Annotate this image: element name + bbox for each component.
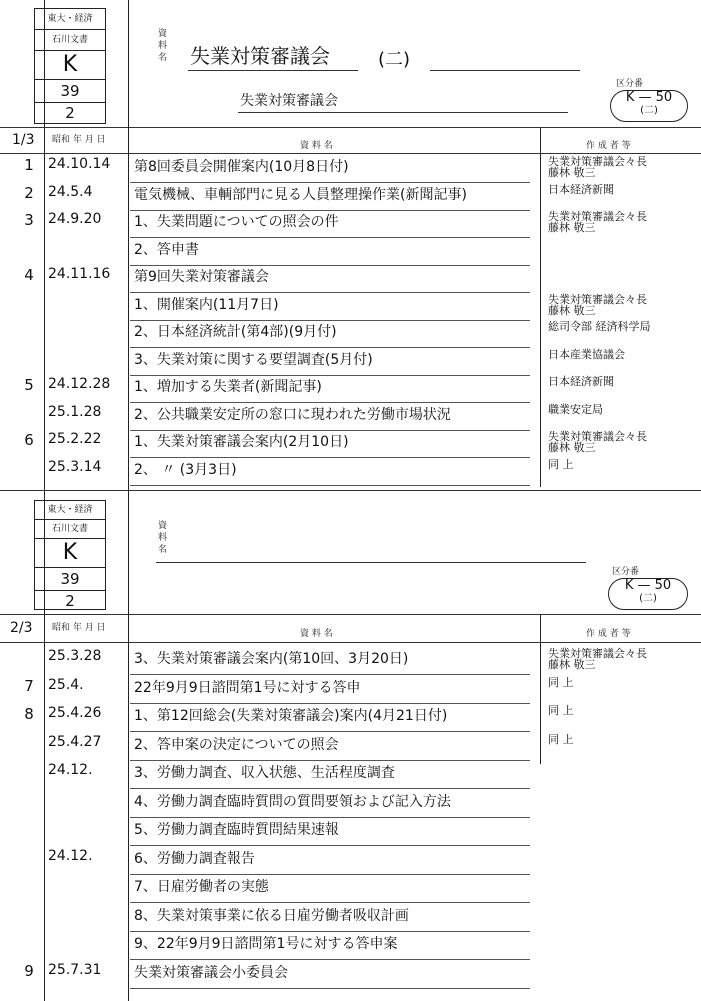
- row-title: 3、失業対策に関する要望調査(5月付): [134, 351, 373, 368]
- table-row: [0, 762, 701, 786]
- row-underline: [130, 959, 530, 960]
- table-row: [0, 211, 701, 235]
- col-header-author-2: 作 成 者 等: [586, 629, 631, 639]
- table-row: [0, 819, 701, 843]
- col-header-author: 作 成 者 等: [586, 141, 631, 151]
- row-title: 第9回失業対策審議会: [134, 269, 269, 285]
- row-underline: [130, 703, 530, 704]
- stamp-line-file: 2: [65, 592, 75, 610]
- row-underline: [130, 902, 530, 903]
- classification-code-sub: (二): [640, 105, 658, 116]
- classification-code-main: K — 50: [624, 578, 672, 593]
- row-author: 日本経済新聞: [548, 375, 614, 388]
- table-row: [0, 705, 701, 729]
- row-date: 24.9.20: [48, 211, 102, 227]
- row-title: 2、公共職業安定所の窓口に現われた労働市場状況: [134, 406, 451, 423]
- table-row: [0, 848, 701, 872]
- table-header-line: [0, 153, 701, 154]
- row-title: 電気機械、車輌部門に見る人員整理操作業(新聞記事): [134, 186, 467, 203]
- row-author: 同 上: [548, 732, 574, 746]
- table-row: [0, 734, 701, 758]
- row-date: 24.12.: [48, 847, 93, 864]
- row-author: 失業対策審議会々長 藤林 敬三: [548, 155, 647, 179]
- classification-code-2: [608, 578, 688, 610]
- title-underline: [188, 70, 358, 71]
- table-row: [0, 876, 701, 900]
- row-date: 25.7.31: [48, 961, 102, 978]
- page-divider: [0, 490, 701, 491]
- shiryo-mei-label-2: 資料名: [158, 521, 168, 555]
- table-row: [0, 933, 701, 957]
- row-title: 22年9月9日諮問第1号に対する答申: [134, 679, 361, 696]
- row-author: 総司令部 経済科学局: [548, 320, 651, 333]
- rule-author: [540, 127, 541, 487]
- col-header-date: 昭和 年 月 日: [52, 135, 106, 145]
- stamp-line-collection: 石川文書: [35, 30, 105, 51]
- row-underline: [130, 988, 530, 989]
- table-row: [0, 321, 701, 345]
- row-underline: [130, 674, 530, 675]
- row-title: 3、労働力調査、収入状態、生活程度調査: [134, 765, 395, 781]
- table-row: [0, 791, 701, 815]
- table-row: [0, 677, 701, 701]
- stamp-line-file: 2: [65, 104, 75, 122]
- row-title: 9、22年9月9日諮問第1号に対する答申案: [134, 936, 398, 952]
- table-row: [0, 349, 701, 373]
- rule-left: [44, 0, 45, 1001]
- table-row: [0, 294, 701, 318]
- row-author: 同 上: [548, 457, 574, 471]
- row-author: 失業対策審議会々長 藤林 敬三: [548, 292, 647, 317]
- row-date: 25.4.: [48, 676, 84, 693]
- stamp-line-series: K: [35, 51, 105, 80]
- row-date: 25.4.26: [48, 705, 102, 721]
- table-row: [0, 962, 701, 986]
- row-title: 失業対策審議会小委員会: [134, 964, 288, 981]
- table-row: [0, 459, 701, 483]
- rule-date: [128, 0, 129, 1001]
- rule-author-2: [540, 614, 541, 764]
- row-author: 日本経済新聞: [548, 182, 614, 196]
- stamp-line-series: K: [35, 539, 105, 568]
- classification-code-sub: (二): [639, 593, 657, 604]
- table2-top-line: [0, 614, 701, 615]
- table-row: [0, 239, 701, 263]
- bunrui-label-2: 区分番: [612, 567, 640, 577]
- row-title: 1、失業対策審議会案内(2月10日): [134, 434, 349, 450]
- bunrui-label: 区分番: [616, 79, 644, 89]
- row-title: 8、失業対策事業に依る日雇労働者吸収計画: [134, 907, 409, 924]
- col-header-date-2: 昭和 年 月 日: [52, 623, 106, 633]
- classification-code: [610, 90, 688, 122]
- table-row: [0, 648, 701, 672]
- row-title: 6、労働力調査報告: [134, 850, 255, 867]
- row-date: 24.12.: [48, 762, 93, 778]
- row-title: 第8回委員会開催案内(10月8日付): [134, 159, 349, 175]
- row-date: 24.12.28: [48, 376, 111, 392]
- col-header-title-2: 資 料 名: [300, 629, 333, 639]
- row-date: 25.4.27: [48, 733, 102, 750]
- stamp-line-box: 39: [35, 568, 105, 591]
- row-title: 7、日雇労働者の実態: [134, 879, 269, 895]
- row-title: 5、労働力調査臨時質問結果速報: [134, 822, 339, 838]
- stamp-line-institution: 東大・経済: [35, 501, 105, 520]
- row-number: 4: [24, 266, 34, 284]
- row-author: 同 上: [548, 675, 574, 689]
- row-underline: [130, 817, 530, 818]
- table2-header-line: [0, 642, 701, 643]
- title-underline-p2: [156, 562, 586, 563]
- shiryo-mei-label: 資料名: [158, 29, 168, 63]
- row-date: 24.5.4: [48, 183, 93, 200]
- row-author: 失業対策審議会々長 藤林 敬三: [548, 210, 647, 234]
- row-underline: [130, 485, 530, 486]
- row-title: 1、開催案内(11月7日): [134, 296, 279, 313]
- page-mark-1: 1/3: [12, 132, 35, 148]
- row-underline: [130, 845, 530, 846]
- row-number: 8: [24, 705, 34, 723]
- row-date: 25.2.22: [48, 431, 102, 447]
- stamp-line-institution: 東大・経済: [35, 9, 105, 30]
- row-number: 1: [24, 156, 34, 174]
- document-title: 失業対策審議会: [190, 44, 330, 68]
- row-underline: [130, 874, 530, 875]
- stamp-line-collection: 石川文書: [35, 520, 105, 539]
- row-date: 25.1.28: [48, 403, 102, 420]
- title-underline-2: [430, 70, 580, 71]
- row-underline: [130, 788, 530, 789]
- subtitle-underline: [238, 112, 568, 113]
- row-title: 2、 〃 (3月3日): [134, 461, 237, 478]
- row-author: 職業安定局: [548, 402, 603, 416]
- row-number: 7: [24, 676, 34, 695]
- row-underline: [130, 731, 530, 732]
- row-date: 25.3.28: [48, 648, 102, 664]
- table-row: [0, 376, 701, 400]
- stamp-line-box: 39: [35, 80, 105, 103]
- table-top-line: [0, 127, 701, 128]
- row-title: 2、答申案の決定についての照会: [134, 736, 339, 753]
- row-title: 1、失業問題についての照会の件: [134, 214, 339, 230]
- row-underline: [130, 931, 530, 932]
- document-subtitle: 失業対策審議会: [240, 93, 338, 109]
- table-row: [0, 266, 701, 290]
- row-title: 2、答申書: [134, 241, 199, 258]
- row-date: 24.11.16: [48, 266, 111, 282]
- col-header-title: 資 料 名: [300, 141, 333, 151]
- table-row: [0, 156, 701, 180]
- row-number: 3: [24, 211, 34, 229]
- page-mark-2: 2/3: [10, 620, 33, 636]
- row-author: 日本産業協議会: [548, 347, 625, 361]
- row-number: 5: [24, 376, 34, 394]
- row-title: 1、第12回総会(失業対策審議会)案内(4月21日付): [134, 708, 448, 724]
- classification-code-main: K — 50: [625, 90, 673, 105]
- document-title-suffix: (二): [378, 49, 411, 70]
- table-row: [0, 905, 701, 929]
- table-row: [0, 431, 701, 455]
- row-number: 2: [24, 183, 34, 202]
- row-underline: [130, 760, 530, 761]
- table-row: [0, 184, 701, 208]
- row-number: 6: [24, 431, 34, 449]
- row-author: 失業対策審議会々長 藤林 敬三: [548, 430, 647, 454]
- row-title: 2、日本経済統計(第4部)(9月付): [134, 324, 337, 340]
- table-row: [0, 404, 701, 428]
- row-date: 24.10.14: [48, 156, 111, 172]
- row-number: 9: [24, 961, 34, 980]
- row-date: 25.3.14: [48, 458, 102, 475]
- row-title: 4、労働力調査臨時質問の質問要領および記入方法: [134, 793, 451, 810]
- row-title: 1、増加する失業者(新聞記事): [134, 379, 322, 395]
- row-title: 3、失業対策審議会案内(第10回、3月20日): [134, 651, 409, 667]
- row-author: 同 上: [548, 704, 574, 717]
- row-author: 失業対策審議会々長 藤林 敬三: [548, 647, 647, 671]
